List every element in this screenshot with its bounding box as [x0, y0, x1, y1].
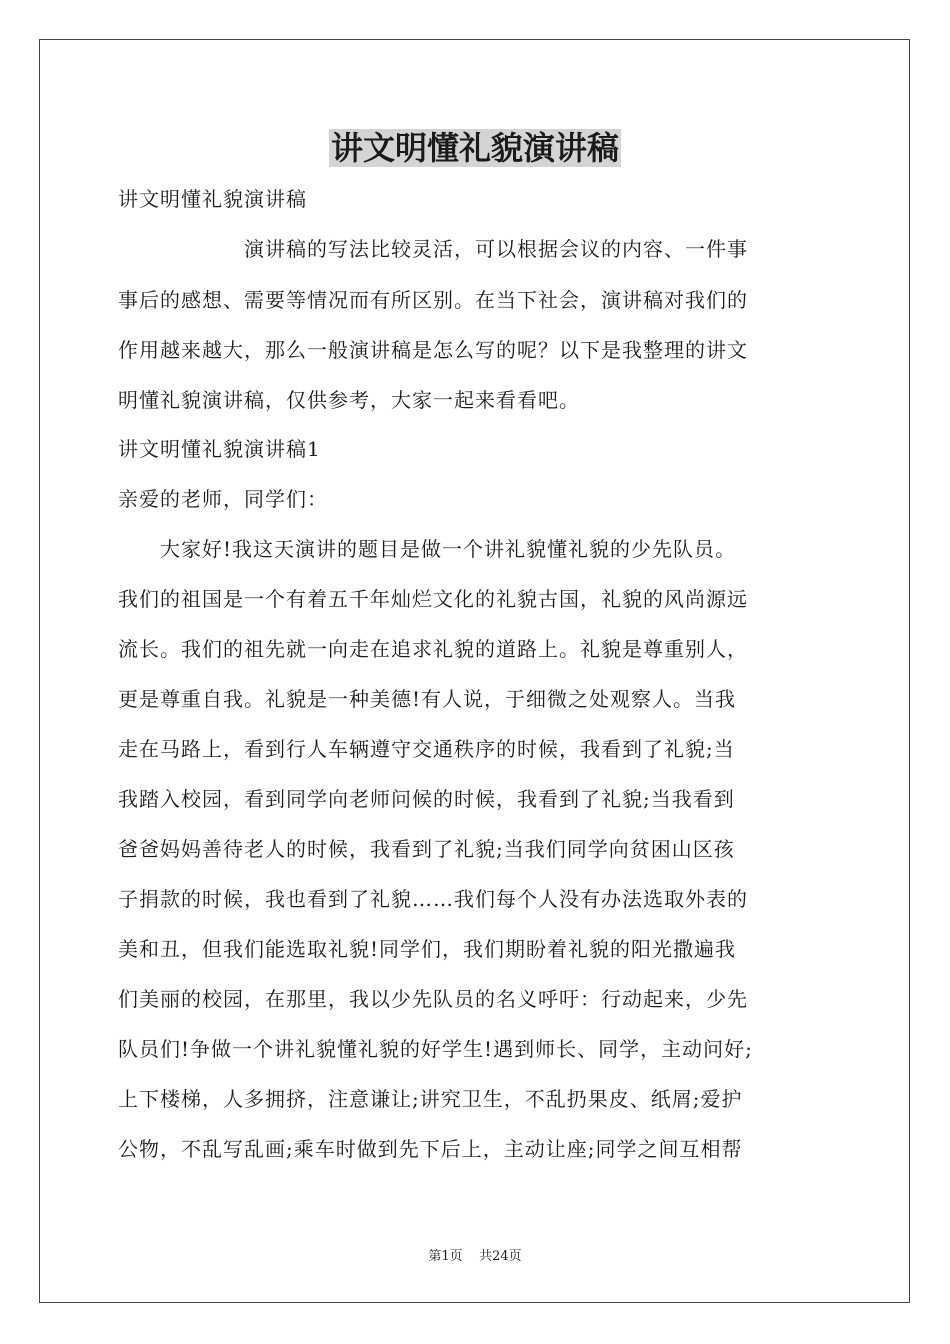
body-line: 更是尊重自我。礼貌是一种美德!有人说，于细微之处观察人。当我 — [118, 687, 737, 711]
body-line: 流长。我们的祖先就一向走在追求礼貌的道路上。礼貌是尊重别人， — [118, 637, 748, 661]
page-total: 共24页 — [479, 1249, 522, 1264]
body-line: 讲文明懂礼貌演讲稿 — [118, 187, 307, 211]
body-line: 上下楼梯，人多拥挤，注意谦让;讲究卫生，不乱扔果皮、纸屑;爱护 — [118, 1087, 743, 1111]
body-line: 演讲稿的写法比较灵活，可以根据会议的内容、一件事 — [118, 237, 748, 261]
salutation: 亲爱的老师，同学们： — [118, 487, 328, 511]
document-title — [0, 124, 950, 172]
body-line: 事后的感想、需要等情况而有所区别。在当下社会，演讲稿对我们的 — [118, 288, 748, 312]
body-line: 我踏入校园，看到同学向老师问候的时候，我看到了礼貌;当我看到 — [118, 787, 735, 811]
section-heading: 讲文明懂礼貌演讲稿1 — [118, 437, 321, 461]
body-line: 美和丑，但我们能选取礼貌!同学们，我们期盼着礼貌的阳光撒遍我 — [118, 937, 737, 961]
body-line: 们美丽的校园，在那里，我以少先队员的名义呼吁：行动起来，少先 — [118, 987, 748, 1011]
body-line: 我们的祖国是一个有着五千年灿烂文化的礼貌古国，礼貌的风尚源远 — [118, 587, 748, 611]
document-title-text: 讲文明懂礼貌演讲稿 — [330, 129, 619, 167]
body-line: 公物，不乱写乱画;乘车时做到先下后上，主动让座;同学之间互相帮 — [118, 1137, 743, 1161]
body-line: 走在马路上，看到行人车辆遵守交通秩序的时候，我看到了礼貌;当 — [118, 737, 735, 761]
page-number: 第1页 — [428, 1249, 463, 1264]
body-line: 子捐款的时候，我也看到了礼貌……我们每个人没有办法选取外表的 — [118, 887, 748, 911]
body-line: 爸爸妈妈善待老人的时候，我看到了礼貌;当我们同学向贫困山区孩 — [118, 837, 735, 861]
body-line: 队员们!争做一个讲礼貌懂礼貌的好学生!遇到师长、同学，主动问好; — [118, 1037, 753, 1061]
page-footer — [0, 1248, 950, 1266]
body-line: 作用越来越大，那么一般演讲稿是怎么写的呢？以下是我整理的讲文 — [118, 338, 748, 362]
body-line: 明懂礼貌演讲稿，仅供参考，大家一起来看看吧。 — [118, 388, 580, 412]
body-line: 大家好!我这天演讲的题目是做一个讲礼貌懂礼貌的少先队员。 — [118, 537, 737, 561]
